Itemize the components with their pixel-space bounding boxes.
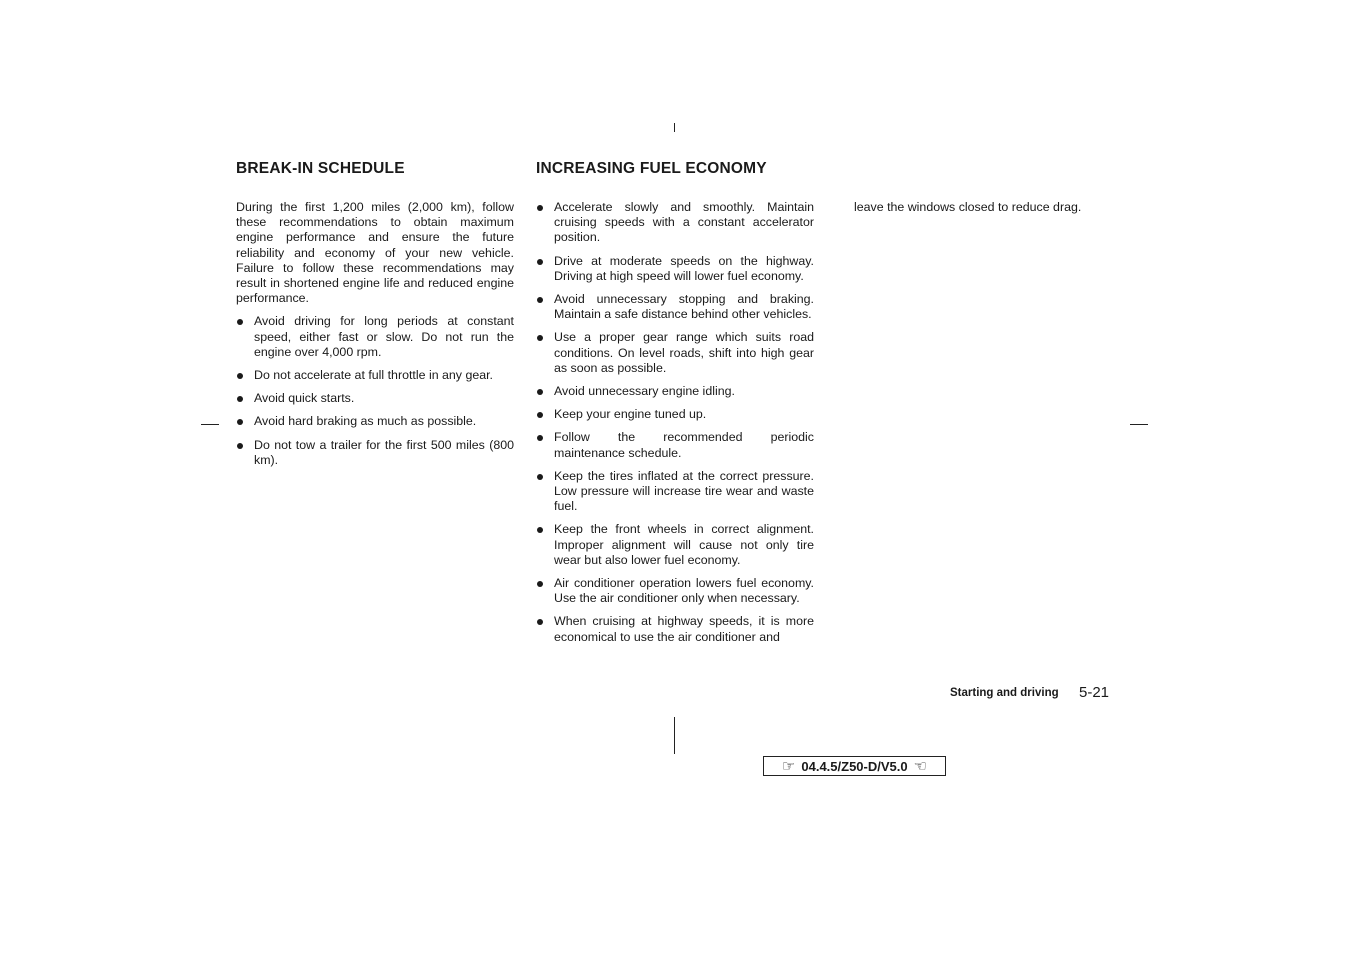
list-item: Avoid quick starts. [236, 391, 514, 406]
fuel-economy-heading: INCREASING FUEL ECONOMY [536, 160, 767, 177]
bullet-icon [237, 419, 243, 425]
crop-mark-left [201, 424, 219, 425]
bullet-icon [537, 335, 543, 341]
bullet-icon [237, 373, 243, 379]
list-item: When cruising at highway speeds, it is more economical to use the air conditioner and [536, 614, 814, 644]
bullet-icon [237, 319, 243, 325]
list-item: Drive at moderate speeds on the highway. Driving at high speed will lower fuel economy. [536, 254, 814, 284]
crop-mark-top [674, 123, 675, 132]
bullet-icon [537, 435, 543, 441]
fuel-economy-list [536, 200, 814, 645]
bullet-icon [237, 396, 243, 402]
bullet-icon [537, 205, 543, 211]
list-item: Avoid unnecessary stopping and braking. Maintain a safe distance behind other vehicles. [536, 292, 814, 322]
bullet-icon [537, 527, 543, 533]
bullet-icon [537, 619, 543, 625]
break-in-heading: BREAK-IN SCHEDULE [236, 160, 405, 177]
crop-mark-right [1130, 424, 1148, 425]
list-item: Keep your engine tuned up. [536, 407, 814, 422]
list-item: Do not accelerate at full throttle in any gear. [236, 368, 514, 383]
list-item: Keep the front wheels in correct alignment. Improper alignment will cause not only tire wear but also lower fuel economy. [536, 522, 814, 568]
bullet-icon [537, 581, 543, 587]
list-item: Keep the tires inflated at the correct pressure. Low pressure will increase tire wear and waste fuel. [536, 469, 814, 515]
list-item: Follow the recommended periodic maintenance schedule. [536, 430, 814, 460]
break-in-column [236, 160, 514, 476]
pointing-hand-right-icon: ☞ [781, 757, 796, 775]
list-item: Avoid unnecessary engine idling. [536, 384, 814, 399]
footer-section-title: Starting and driving [950, 687, 1059, 699]
bullet-icon [537, 297, 543, 303]
document-code-box [763, 756, 946, 776]
crop-mark-bottom [674, 717, 675, 754]
break-in-list [236, 314, 514, 468]
bullet-icon [537, 259, 543, 265]
pointing-hand-left-icon: ☜ [913, 757, 928, 775]
list-item: Air conditioner operation lowers fuel economy. Use the air conditioner only when necessary. [536, 576, 814, 606]
list-item: Use a proper gear range which suits road conditions. On level roads, shift into high gear as soon as possible. [536, 330, 814, 376]
continuation-text: leave the windows closed to reduce drag. [854, 200, 1082, 214]
bullet-icon [537, 389, 543, 395]
list-item: Accelerate slowly and smoothly. Maintain cruising speeds with a constant accelerator position. [536, 200, 814, 246]
list-item: Do not tow a trailer for the first 500 miles (800 km). [236, 438, 514, 468]
document-code: 04.4.5/Z50-D/V5.0 [801, 758, 908, 774]
break-in-intro: During the first 1,200 miles (2,000 km), follow these recommendations to obtain maximum engine performance and ensure the future reliability and economy of your new vehicle. Failure to follow these recommendations may result in shortened engine life and reduced engine performance. [236, 200, 514, 306]
footer-page-number: 5-21 [1079, 684, 1110, 701]
fuel-economy-column [536, 160, 814, 653]
list-item: Avoid driving for long periods at constant speed, either fast or slow. Do not run the engine over 4,000 rpm. [236, 314, 514, 360]
bullet-icon [537, 412, 543, 418]
bullet-icon [537, 474, 543, 480]
continuation-column [854, 200, 1114, 215]
bullet-icon [237, 443, 243, 449]
list-item: Avoid hard braking as much as possible. [236, 414, 514, 429]
